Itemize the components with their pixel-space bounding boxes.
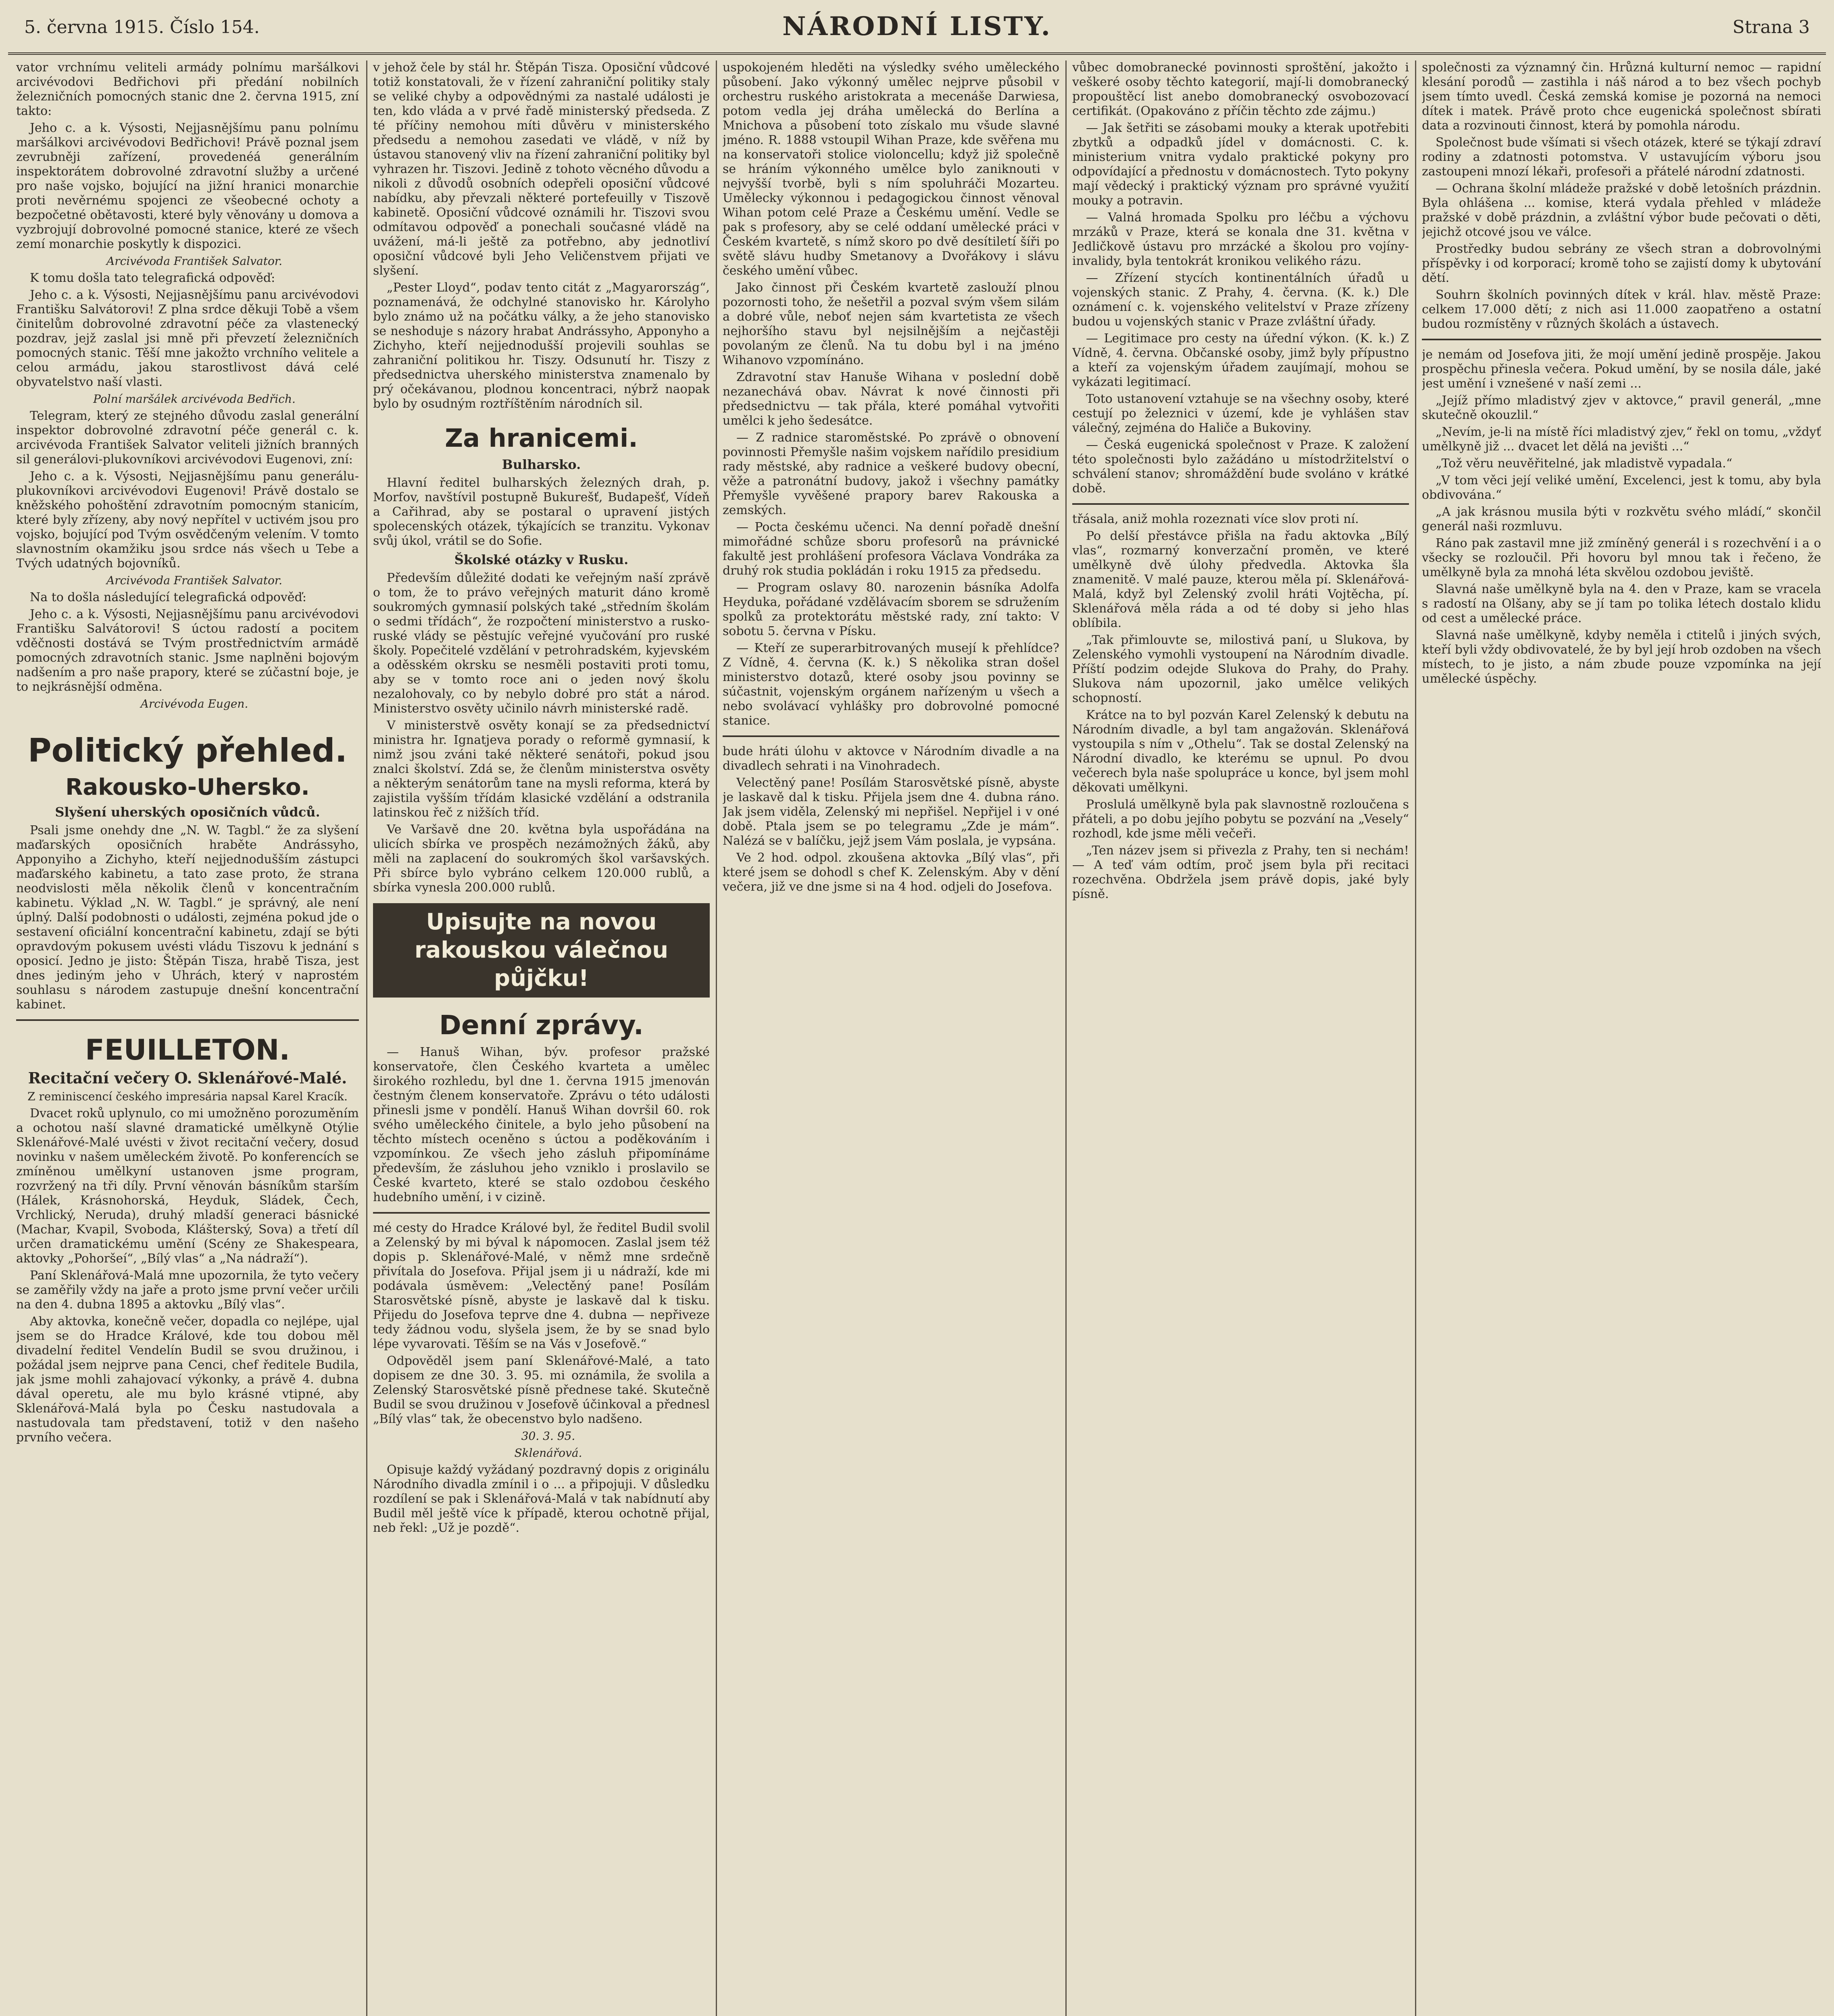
recitacni-body-3: Aby aktovka, konečně večer, dopadla co nejlépe, ujal jsem se do Hradce Králové, kde tou dobou měl divadelní ředitel Vendelín Budil se svou družinou, i požádal jsem nejprve pana Cenci, chef ředitele Budila, jak jsme mohli zahajovací výkonky, a právě 4. dubna dával operetu, ale mu bylo krásné vtipné, aby Sklenářová-Malá byla po Česku nastudovala a nastudovala tam představení, totiž v den našeho prvního večera. (16, 1314, 359, 1445)
news-item-program: — Program oslavy 80. narozenin básníka Adolfa Heyduka, pořádané vzdělávacím sborem se sdružením spolků za protektorátu městské rady, zní takto: V sobotu 5. června v Písku. (723, 581, 1059, 638)
col3-text-2: Jako činnost při Českém kvartetě zaslouží plnou pozornosti toho, že nešetřil a pozval svým všem silám a dobré vůle, neboť nejen sám kvartetista ze všech nejhoršího stavu byl nejsilnějším a nejčastěji povolaným ze členů. Na tu dobu byl i na jméno Wihanovo vzpomínáno. (723, 281, 1059, 367)
reply2-signature: Arcivévoda Eugen. (140, 697, 248, 710)
col3-text-4: bude hráti úlohu v aktovce v Národním divadle a na divadlech sehrati i na Vinohradech. (723, 744, 1059, 773)
col5-text-9: „V tom věci její veliké umění, Excelenci, jest k tomu, aby byla obdivována.“ (1422, 473, 1821, 502)
recitacni-body-2: Paní Sklenářová-Malá mne upozornila, že tyto večery se zaměřily vždy na jaře a proto jsme první večer určili na den 4. dubna 1895 a aktovku „Bílý vlas“. (16, 1268, 359, 1312)
col5-text-5: je nemám od Josefova jiti, že mojí umění jedině prospěje. Jakou prospěchu přinesla večera. Pokud umění, by se nosila dále, jaké jest umění i vznešené v naší zemi ... (1422, 348, 1821, 391)
telegram2-signature: Arcivévoda František Salvator. (106, 574, 283, 587)
war-loan-banner: Upisujte na novou rakouskou válečnou půjčku! (373, 903, 710, 998)
telegram2-intro: Telegram, který ze stejného důvodu zaslal generální inspektor dobrovolné zdravotní péče generál c. k. arcivévoda František Salvator veliteli jižních branných sil generálovi-plukovníkovi arcivévodovi Eugenovi, zní: (16, 409, 359, 467)
heading-rakousko-uhersko: Rakousko-Uhersko. (65, 774, 310, 800)
heading-bulharsko: Bulharsko. (502, 457, 581, 472)
reply-intro: K tomu došla tato telegrafická odpověď: (30, 271, 275, 285)
col5-text-8: „Tož věru neuvěřitelné, jak mladistvě vypadala.“ (1436, 456, 1732, 471)
news-item-zrizeni: — Zřízení stycích kontinentálních úřadů u vojenských stanic. Z Prahy, 4. června. (K. k.) Dle oznámení c. k. vojenského velitelství v Praze zřízeny budou u vojenských stanic v Praze zvláštní úřady. (1072, 271, 1409, 329)
section-divider (373, 1212, 710, 1214)
section-divider (1072, 503, 1409, 505)
col5-text-10: „A jak krásnou musila býti v rozkvětu svého mládí,“ skončil generál naši rozmluvu. (1422, 505, 1821, 533)
col5-text-6: „Jejíž přímo mladistvý zjev v aktovce,“ pravil generál, „mne skutečně okouzlil.“ (1422, 394, 1821, 422)
col5-text-4: Souhrn školních povinných dítek v král. hlav. městě Praze: celkem 17.000 dětí; z nich asi 11.000 zaopatřeno a ostatní budou rozmístěny v různých školách a ústavech. (1422, 288, 1821, 331)
heading-slyseni: Slyšení uherských oposičních vůdců. (55, 804, 320, 820)
col2-bottom-text-3: Opisuje každý vyžádaný pozdravný dopis z originálu Národního divadla zmínil i o ... a připojuji. V důsledku rozdílení se pak i Sklenářová-Malá v tak nabídnutí aby Budil měl ještě více k případě, kterou ochotně přijal, neb řekl: „Už je pozdě“. (373, 1463, 710, 1535)
col4-text-5: „Tak přimlouvte se, milostivá paní, u Slukova, by Zelenského vymohli vystoupení na Národním divadle. Příští podzim odejde Slukova do Prahy, do Prahy. Slukova nám upozornil, jako umělce velikých schopností. (1072, 633, 1409, 705)
col3-text-3: Zdravotní stav Hanuše Wihana v poslední době nezanechává obav. Návrat k nové činnosti při předsednictvu — tak přála, které pomáhal vytvořiti umělci k jeho šedesátce. (723, 370, 1059, 428)
column-4 (1072, 60, 1409, 2016)
col3-text-5: Velectěný pane! Posílám Starosvětské písně, abyste je laskavě dal k tisku. Přijela jsem dne 4. dubna ráno. Jak jsem viděla, Zelenský mi nepřišel. Nepřijel i v oné době. Ptala jsem se po telegramu „Zde je mám“. Nalézá se v balíčku, jejž jsem Vám poslala, je vypsána. (723, 776, 1059, 848)
column-1 (16, 60, 359, 2016)
col4-text-3: třásala, aniž mohla rozeznati více slov proti ní. (1072, 512, 1359, 526)
heading-recitacni: Recitační večery O. Sklenářové-Malé. (28, 1069, 347, 1087)
masthead (8, 8, 1826, 55)
reply-signature: Polní maršálek arcivévoda Bedřich. (93, 392, 296, 406)
reply2-intro: Na to došla následující telegrafická odpověď: (30, 590, 306, 604)
heading-denni-zpravy: Denní zprávy. (439, 1010, 644, 1041)
rusku-body-3: Ve Varšavě dne 20. května byla uspořádána na ulicích sbírka ve prospěch nezámožných žáků, aby měli na zaplacení do soukromých škol varšavských. Při sbírce bylo vybráno celkem 120.000 rublů, a sbírka vynesla 200.000 rublů. (373, 823, 710, 895)
column-rule (716, 60, 717, 2016)
column-3 (723, 60, 1059, 2016)
col3-text-1: uspokojeném hleděti na výsledky svého uměleckého působení. Jako výkonný umělec nejprve působil v orchestru ruského aristokrata a mecenáše Darwiesa, potom vedla jej dráha umělecká do Berlína a Mnichova a působení toto získalo mu všude slavné jméno. R. 1888 vstoupil Wihan Praze, kde svěřena mu na konservatoři stolice violoncellu; když již společně se hráním výkonného umělce bylo zaniknouti v nejvyšší tvorbě, byli s ním spoluhráči Mozarteu. Umělecky výkonnou i pedagogickou činnost věnoval Wihan potom celé Praze a Českému umění. Vedle se pak s profesory, aby se celé oddaní umělecké práci v Českém kvartetě, s nímž skoro po dvě desítiletí šíři po světě slávu hudby Smetanovy a Dvořákovy i slávu českého umění vůbec. (723, 60, 1059, 278)
news-item-pocta: — Pocta českému učenci. Na denní pořadě dnešní mimořádné schůze sboru profesorů na právnické fakultě jest prohlášení profesora Václava Vondráka za druhý rok studia pokládán i roku 1915 za předsedu. (723, 520, 1059, 578)
col5-text-11: Ráno pak zastavil mne již zmíněný generál i s rozechvění i a o všecky se rozloučil. Při hovoru byl mnou tak i řečeno, že umělkyně byla za mnohá léta skvělou ozdobou jeviště. (1422, 536, 1821, 579)
col4-text-7: Proslulá umělkyně byla pak slavnostně rozloučena s přáteli, a po dobu jejího pobytu se pozvání na „Vesely“ rozhodl, kde jsme měli večeři. (1072, 798, 1409, 841)
denni-body: — Hanuš Wihan, býv. profesor pražské konservatoře, člen Českého kvarteta a umělec širokého rozhledu, byl dne 1. června 1915 jmenován čestným členem konservatoře. Zprávu o této události přinesli jsme v pondělí. Hanuš Wihan dovršil 60. rok svého uměleckého činitele, a bylo jeho působení na těchto místech oceněno s úctou a poděkováním i vzpomínkou. Ze všech jeho zásluh připomínáme především, že zásluhou jeho vzniklo i proslavilo se České kvarteto, které se stalo ozdobou českého hudebního umění, i v cizině. (373, 1045, 710, 1204)
telegram-body: Jeho c. a k. Výsosti, Nejjasnějšímu panu polnímu maršálkovi arcivévodovi Bedřichovi! Právě poznal jsem zevrubněji zařízení, provedenéá generálním inspektorátem dobrovolné zdravotní služby a určené pro naše vojsko, bojující na jižní hranici monarchie proti nevěrnému spojenci ze všeobecné ochoty a bezpočetné obětavosti, které byly věnovány u domova a vyzbrojují dobrovolné pomocné stanice, které ze všech zemí monarchie poskytly k dispozici. (16, 121, 359, 251)
col5-text-2: Společnost bude všímati si všech otázek, které se týkají zdraví rodiny a zdatnosti potomstva. V ustavujícím výboru jsou zastoupeni mnozí lékaři, profesoři a přátelé národní zdatnosti. (1422, 135, 1821, 179)
column-5 (1422, 60, 1821, 2016)
recitacni-body: Dvacet roků uplynulo, co mi umožněno porozuměním a ochotou naší slavné dramatické umělkyně Otýlie Sklenářové-Malé uvésti v život recitační večery, dosud novinku v našem uměleckém životě. Po konferencích se zmíněnou umělkyní ustanoven jsme program, rozvržený na tři díly. První věnován básníkům starším (Hálek, Krásnohorská, Heyduk, Sládek, Čech, Vrchlický, Neruda), druhý mladší generaci básnické (Machar, Kvapil, Svoboda, Klášterský, Sova) a třetí díl určen dramatickému umění (Scény ze Shakespeara, aktovky „Pohoršeí“, „Bílý vlas“ a „Na nádraží“). (16, 1106, 359, 1266)
col5-text-7: „Nevím, je-li na místě říci mladistvý zjev,“ řekl on tomu, „vždyť umělkyně již ... dvacet let dělá na jevišti ...“ (1422, 425, 1821, 454)
section-divider (16, 1019, 359, 1021)
news-item-radnice: — Z radnice staroměstské. Po zprávě o obnovení povinnosti Přemyšle našim vojskem nařídilo presidium rady městské, aby radnice a veškeré budovy obecní, věže a patronátní budovy, jakož i všechny památky Přemyšle vyvěšené prapory barev Rakouska a zemských. (723, 431, 1059, 517)
recitacni-subtitle: Z reminiscencí českého impresária napsal Karel Kracík. (27, 1090, 348, 1103)
heading-politicky-prehled: Politický přehled. (28, 732, 347, 769)
news-item-superarbitrace: — Kteří ze superarbitrovaných musejí k přehlídce? Z Vídně, 4. června (K. k.) S několika stran došel ministerstvo dotazů, které osoby jsou povinny se súčastnit, vojenským orgánem nařízeným u všech a nebo svolávací vyhlášky pro dobrovolné pomocné stanice. (723, 641, 1059, 728)
reply-body: Jeho c. a k. Výsosti, Nejjasnějšímu panu arcivévodovi Františku Salvátorovi! Z plna srdce děkuji Tobě a všem činitelům dobrovolné zdravotní péče za vlastenecký pozdrav, jejž zaslal jsi mně při převzetí železničních pomocných stanic. Těší mne jakožto vrchního velitele a celou armádu, jakou starostlivost dává celé obyvatelstvo naší vlasti. (16, 288, 359, 389)
heading-feuilleton: FEUILLETON. (85, 1033, 290, 1066)
col2-text-2: „Pester Lloyd“, podav tento citát z „Magyarország“, poznamenává, že odchylné stanovisko hr. Károlyho bylo známo už na počátku války, a že jeho stanovisko se neshoduje s názory hrabat Andrássyho, Apponyho a Zichyho, kteří nejjednodušší projevili souhlas se zahraniční politikou hr. Tiszy. Odsunutí hr. Tiszy z předsednictva uherského ministerstva znamenalo by prý očekávanou, plodnou koncentraci, nýbrž naopak bylo by osudným roztříštěním národních sil. (373, 281, 710, 411)
col5-text-3: Prostředky budou sebrány ze všech stran a dobrovolnými příspěvky i od korporací; kromě toho se zajistí domy k ubytování dětí. (1422, 242, 1821, 285)
section-divider (1422, 339, 1821, 340)
telegram-intro: vator vrchnímu veliteli armády polnímu maršálkovi arcivévodovi Bedřichovi při předání nobilních železničních pomocných stanic dne 2. června 1915, zní takto: (16, 60, 359, 118)
letter-date: 30. 3. 95. (521, 1429, 575, 1443)
issue-date: 5. června 1915. Číslo 154. (24, 17, 260, 37)
reply2-body: Jeho c. a k. Výsosti, Nejjasnějšímu panu arcivévodovi Františku Salvátorovi! S úctou radostí a pocitem vděčnosti dostává se Tvým prostřednictvím armádě pomocných zdravotních stanic. Jsme naplněni bojovým nadšením a pro naše prapory, které se zúčastní boje, je to nejkrásnější odměna. (16, 607, 359, 694)
politicky-body: Psali jsme onehdy dne „N. W. Tagbl.“ že za slyšení maďarských oposičních hraběte Andrássyho, Apponyiho a Zichyho, kteří nejjednodušším zástupci maďarského kabinetu, a tato zase proto, že strana neodvislosti měla několik členů v koncentračním kabinetu. Výklad „N. W. Tagbl.“ je správný, ale není úplný. Další podobnosti o události, zejména pokud jde o sestavení oficiální koncentrační kabinetu, zdají se býti opravdovým pokusem uvésti vládu Tiszovu k jednání s oposicí. Jedno je jisto: Štěpán Tisza, hrabě Tisza, jest dnes jediným jeho v Uhrách, který v naprostém souhlasu s národem zastupuje dnešní koncentrační kabinet. (16, 823, 359, 1012)
bulharsko-body: Hlavní ředitel bulharských železných drah, p. Morfov, navštívil postupně Bukurešť, Budapešť, Vídeň a Cařihrad, aby se postaral o upravení jistých spolecenských otázek, týkajících se tranzitu. Vykonav svůj úkol, vrátil se do Sofie. (373, 476, 710, 548)
column-2 (373, 60, 710, 2016)
col2-bottom-text-2: Odpověděl jsem paní Sklenářové-Malé, a tato dopisem ze dne 30. 3. 95. mi oznámila, že svolila a Zelenský Starosvětské písně přednese také. Skutečně Budil se svou družinou v Josefově účinkoval a přednesl „Bílý vlas“ tak, že obecenstvo bylo nadšeno. (373, 1354, 710, 1426)
col5-text-1: společnosti za významný čin. Hrůzná kulturní nemoc — rapidní klesání porodů — zastihla i náš národ a to bez všech pochyb jsem tímto uvedl. Česká zemská komise je pozorná na nemoci dítek i matek. Právě proto chce eugenická společnost sbírati data a rozvinouti činnost, která by pomohla národu. (1422, 60, 1821, 133)
col2-bottom-text: mé cesty do Hradce Králové byl, že ředitel Budil svolil a Zelenský by mi býval k nápomocen. Zaslal jsem též dopis p. Sklenářové-Malé, v němž mne srdečně přivítala do Josefova. Přijal jsem ji u nádraží, kde mi podávala úsměvem: „Velectěný pane! Posílám Starosvětské písně, abyste je laskavě dal k tisku. Přijedu do Josefova teprve dne 4. dubna — nepřiveze tedy žádnou vodu, slyšela jsem, že by se snad bylo lépe vyvarovati. Těším se na Vás v Josefově.“ (373, 1221, 710, 1351)
col5-text-12: Slavná naše umělkyně byla na 4. den v Praze, kam se vracela s radostí na Olšany, aby se jí tam po tolika létech dostalo klidu od cest a umělecké práce. (1422, 582, 1821, 625)
heading-za-hranicemi: Za hranicemi. (445, 423, 638, 453)
news-item-valna-hromada: — Valná hromada Spolku pro léčbu a výchovu mrzáků v Praze, která se konala dne 31. května v Jedličkově ústavu pro mrzácké a školou pro vojíny-invalidy, byla tentokrát kronikou velikého rázu. (1072, 210, 1409, 268)
news-item-legitimace: — Legitimace pro cesty na úřední výkon. (K. k.) Z Vídně, 4. června. Občanské osoby, jimž byly přípustno a kteří za vojenským úřadem zaujímají, mohou se vykázati legitimací. (1072, 331, 1409, 389)
col4-text-4: Po delší přestávce přišla na řadu aktovka „Bílý vlas“, rozmarný konverzační proměn, ve které umělkyně dvě úlohy předvedla. Aktovka šla znamenitě. V malé pauze, kterou měla pí. Sklenářová-Malá, když byl Zelenský zvolil hráti Vojtěcha, pí. Sklenářová měla ráda a od té doby si jeho hlas oblíbila. (1072, 529, 1409, 630)
column-rule (1415, 60, 1416, 2016)
heading-skolske-otazky: Školské otázky v Rusku. (454, 552, 629, 567)
letter-signature: Sklenářová. (514, 1446, 582, 1460)
column-rule (1065, 60, 1067, 2016)
news-item-ochrana: — Ochrana školní mládeže pražské v době letošních prázdnin. Byla ohlášena ... komise, která vydala přehled v mládeže pražské v době prázdnin, a zvláštní výbor bude pečovati o děti, jejichž otcové jsou ve válce. (1422, 181, 1821, 239)
news-item-eugenicka: — Česká eugenická společnost v Praze. K založení této společnosti bylo zažádáno u místodržitelství o schválení stanov; shromáždění bude svoláno v krátké době. (1072, 438, 1409, 496)
col2-text-1: v jehož čele by stál hr. Štěpán Tisza. Oposiční vůdcové totiž konstatovali, že v řízení zahraniční politiky staly se veliké chyby a odpovědnými za nastalé události je ten, kdo vláda a v prvé řadě ministerský předseda. Z té příčiny nemohou míti důvěru v ministerského předsedu a nemohou zasedati ve vládě, v níž by ústavou stanovený vliv na řízení zahraniční politiky byl vyhrazen hr. Tiszovi. Jedině z tohoto věcného důvodu a nikoli z důvodů osobních odepřeli oposiční vůdcové nabídku, aby převzali některé portefeuilly v Tiszově kabinetě. Oposiční vůdcové oznámili hr. Tiszovi svou odmítavou odpověď a ponechali současné vládě na uvážení, má-li ještě za potřebno, aby jednotliví oposiční vůdcové byli Jeho Veličenstvem přijati ve slyšení. (373, 60, 710, 278)
col3-text-6: Ve 2 hod. odpol. zkoušena aktovka „Bílý vlas“, při které jsem se dohodl s chef K. Zelenským. Aby v dění večera, již ve dne jsme si na 4 hod. odjeli do Josefova. (723, 851, 1059, 894)
page-number: Strana 3 (1732, 17, 1810, 37)
news-item-mouka: — Jak šetřiti se zásobami mouky a kterak upotřebiti zbytků a odpadků jídel v domácnosti. C. k. ministerium vnitra vydalo praktické pokyny pro odpovídající a přednostu v domácnostech. Tyto pokyny mají vědecký i praktický význam pro správné využití mouky a potravin. (1072, 121, 1409, 208)
telegram2-body: Jeho c. a k. Výsosti, Nejjasnějšímu panu generálu-plukovníkovi arcivévodovi Eugenovi! Právě dostalo se kněžského pohoštění zdravotním pomocným stanicím, které byly zřízeny, aby nový nepřítel v uctivém jsou pro vojsko, bojující pod Tvým osvědčeným velením. V tomto slavnostním okamžiku jsou srdce nás všech u Tebe a Tvých udatných bojovníků. (16, 469, 359, 571)
rusku-body-2: V ministerstvě osvěty konají se za předsednictví ministra hr. Ignatjeva porady o reformě gymnasií, k nimž jsou zváni také některé senátoři, pokud jsou znalci školství. Zdá se, že členům ministerstva osvěty a některým senátorům tane na mysli reforma, která by zajistila vyšším třídám klasické vzdělání a odstranila latinskou řeč z nižších tříd. (373, 719, 710, 820)
telegram-signature: Arcivévoda František Salvator. (106, 254, 283, 268)
column-rule (366, 60, 367, 2016)
section-divider (723, 735, 1059, 737)
col4-text-2: Toto ustanovení vztahuje se na všechny osoby, které cestují po železnici v území, kde je vyhlášen stav válečný, zejména do Haliče a Bukoviny. (1072, 392, 1409, 435)
col4-text-1: vůbec domobranecké povinnosti sproštění, jakožto i veškeré osoby těchto kategorií, mají-li domobranecký propouštěcí list anebo domobranecký osvobozovací certifikát. (Opakováno z příčin těchto zde zájmu.) (1072, 60, 1409, 118)
newspaper-title: NÁRODNÍ LISTY. (782, 11, 1052, 42)
col4-text-6: Krátce na to byl pozván Karel Zelenský k debutu na Národním divadle, a byl tam angažován. Sklenářová vystoupila s ním v „Othelu“. Tak se dostal Zelenský na Národní divadlo, ke kterému se upnul. Po dvou večerech byla naše spolupráce u konce, byl jsem mohl děkovati umělkyni. (1072, 708, 1409, 795)
col5-text-13: Slavná naše umělkyně, kdyby neměla i ctitelů i jiných svých, kteří byli vždy obdivovatelé, že by byl její hrob ozdoben na všech místech, to je jisto, a nám zbude pouze vzpomínka na její umělecké úspěchy. (1422, 628, 1821, 686)
rusku-body: Především důležité dodati ke veřejným naší zprávě o tom, že to právo veřejných maturit dáno kromě soukromých gymnasií polských také „středním školám o sedmi třídách“, že rozpočtení ministerstvo a rusko-ruské vlády se pěstujíc veřejné vyučování pro ruské školy. Popečitelé vzdělání v petrohradském, kyjevském a oděsském okrsku se nesměli postaviti proti tomu, aby se v tomto roce ani o jeden nový školu nezalohovaly, co by nebylo dobré pro stát a národ. Ministerstvo osvěty učinilo návrh ministerské radě. (373, 571, 710, 716)
col4-text-8: „Ten název jsem si přivezla z Prahy, ten si nechám! — A teď vám odtím, proč jsem byla při recitaci rozechvěna. Obdržela jsem právě dopis, jaké byly písně. (1072, 843, 1409, 901)
